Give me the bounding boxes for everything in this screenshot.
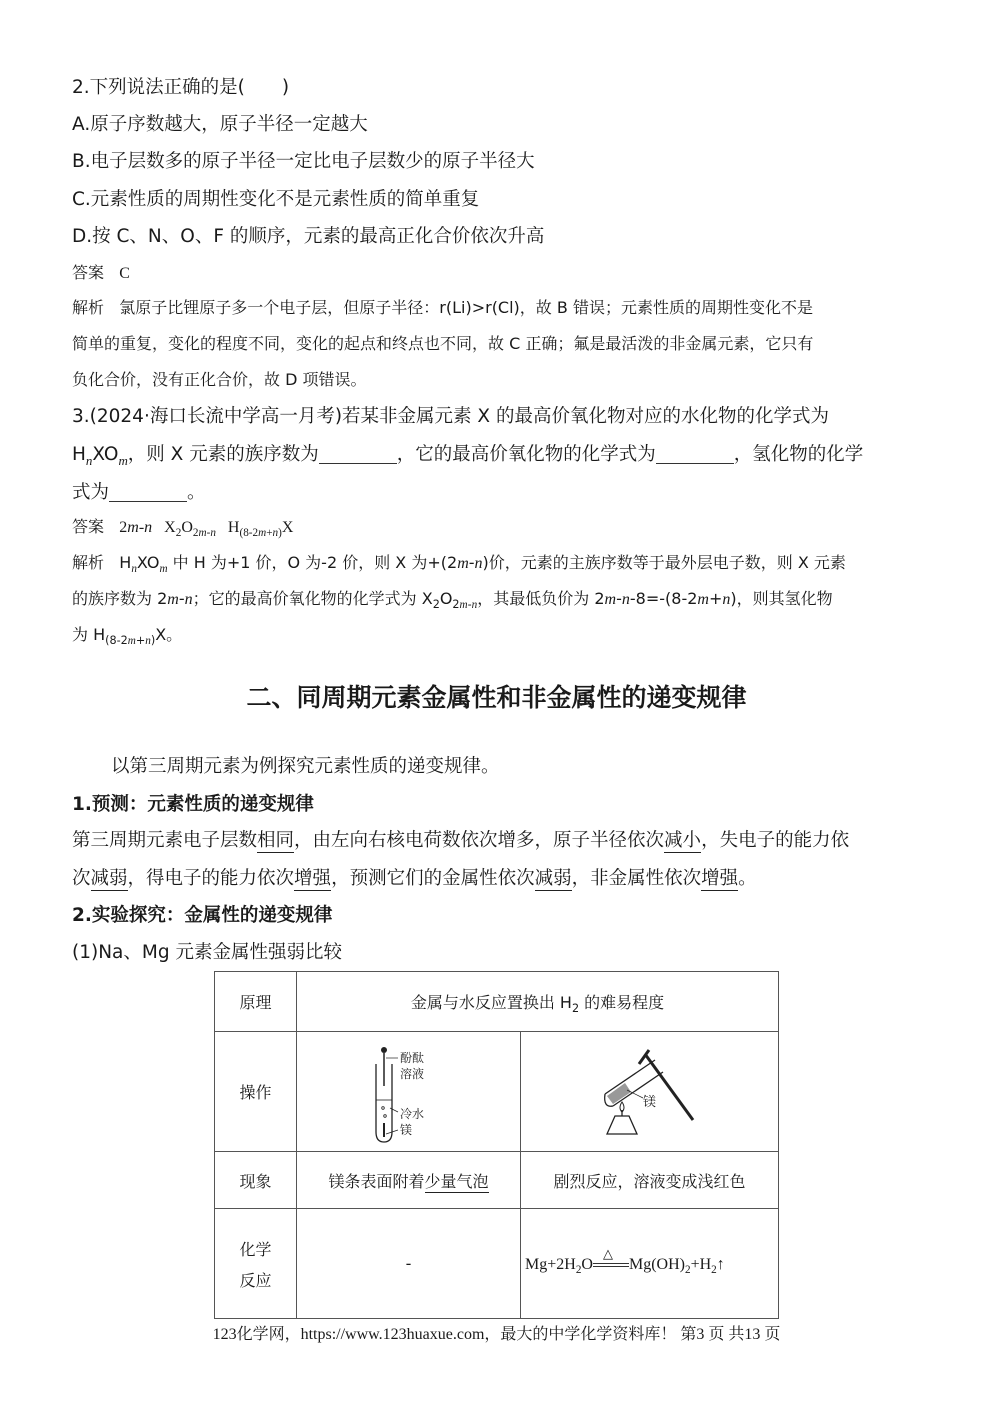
subsection-2-title: 2.实验探究：金属性的递变规律 — [72, 905, 333, 926]
q3-stem-line-1: 3.(2024·海口长流中学高一月考)若某非金属元素 X 的最高价氧化物对应的水化物的化学式为 — [72, 406, 829, 427]
label-phenolphthalein: 酚酞 — [399, 1050, 424, 1065]
q2-analysis-label: 解析 — [72, 298, 105, 317]
q2-option-c: C.元素性质的周期性变化不是元素性质的简单重复 — [72, 189, 480, 210]
label-cold-water: 冷水 — [399, 1106, 424, 1121]
row-label-operation: 操作 — [215, 1032, 297, 1152]
table-row — [215, 972, 779, 1032]
page-footer: 123化学网，https://www.123huaxue.com，最大的中学化学资料库！ 第3 页 共13 页 — [212, 1326, 781, 1343]
q2-option-b: B.电子层数多的原子半径一定比电子层数少的原子半径大 — [72, 151, 535, 172]
table-row — [215, 1152, 779, 1209]
q3-answer — [72, 514, 293, 537]
subsection-1-title: 1.预测：元素性质的递变规律 — [72, 794, 314, 815]
phenomenon-right: 剧烈反应，溶液变成浅红色 — [521, 1152, 779, 1209]
q3-analysis-label: 解析 — [72, 553, 105, 572]
row-label-phenomenon: 现象 — [215, 1152, 297, 1209]
q2-option-d: D.按 C、N、O、F 的顺序，元素的最高正化合价依次升高 — [72, 226, 545, 247]
q2-answer-value: C — [119, 265, 130, 282]
label-magnesium-right: 镁 — [642, 1094, 656, 1110]
operation-left-cell — [297, 1032, 521, 1152]
heated-test-tube-diagram — [585, 1036, 715, 1144]
section-title: 二、同周期元素金属性和非金属性的递变规律 — [246, 683, 747, 712]
reaction-left: - — [297, 1209, 521, 1319]
q2-answer — [72, 260, 130, 283]
q3-analysis-line-3: 为 $H_{(8-2m+n)}X$。 — [72, 625, 183, 647]
table-row — [215, 1209, 779, 1319]
row-label-reaction — [215, 1209, 297, 1319]
q2-analysis-line-1 — [72, 295, 813, 318]
section-intro: 以第三周期元素为例探究元素性质的递变规律。 — [111, 756, 500, 777]
q2-option-a: A.原子序数越大，原子半径一定越大 — [72, 114, 368, 135]
q3-analysis-line-1 — [72, 550, 846, 573]
row-label-reaction-line-2: 反应 — [239, 1270, 272, 1290]
table-row — [215, 1032, 779, 1152]
q2-answer-label: 答案 — [72, 263, 105, 282]
row-label-principle: 原理 — [215, 972, 297, 1032]
row-label-reaction-line-1: 化学 — [239, 1239, 272, 1259]
q3-stem-line-2: $H_nXO_m$，则 X 元素的族序数为 ，它的最高价氧化物的化学式为 ，氢化物的化学 — [72, 444, 864, 468]
q2-analysis-line-3: 负化合价，没有正化合价，故 D 项错误。 — [72, 370, 367, 389]
label-solution: 溶液 — [399, 1066, 424, 1081]
operation-right-cell — [521, 1032, 779, 1152]
phenomenon-left: 镁条表面附着少量气泡 — [297, 1152, 521, 1209]
q3-analysis-line-2: 的族序数为 2m-n；它的最高价氧化物的化学式为 $X_2O_{2m-n}$，其最低负价为 2m-n-8=-(8-2m+n)，则其氢化物 — [72, 589, 833, 611]
q3-answer-label: 答案 — [72, 517, 105, 536]
subsection-1-line-1: 第三周期元素电子层数相同，由左向右核电荷数依次增多，原子半径依次减小，失电子的能力依 — [72, 830, 850, 851]
q2-stem: 2.下列说法正确的是( ) — [72, 77, 290, 98]
principle-content: 金属与水反应置换出 $H_2$ 的难易程度 — [297, 972, 779, 1032]
q3-answer-value: 2m-n $X_2O_{2m-n}$ $H_{(8-2m+n)}X$ — [119, 519, 294, 539]
q2-analysis-line-2: 简单的重复，变化的程度不同，变化的起点和终点也不同，故 C 正确；氟是最活泼的非金属元素，它只有 — [72, 334, 814, 353]
label-magnesium-left: 镁 — [399, 1122, 412, 1137]
experiment-table — [214, 971, 779, 1319]
reaction-right: $Mg+2H_2O$ △ $Mg(OH)_2+H_2↑$ — [521, 1209, 779, 1319]
test-tube-dropper-diagram — [364, 1036, 454, 1144]
q3-stem-line-3: 式为 。 — [72, 482, 206, 503]
subsection-1-line-2: 次减弱，得电子的能力依次增强，预测它们的金属性依次减弱，非金属性依次增强。 — [72, 868, 757, 889]
q2-analysis-text-1: 氯原子比锂原子多一个电子层，但原子半径：r(Li)>r(Cl)，故 B 错误；元素性质的周期性变化不是 — [119, 298, 813, 317]
subsection-2-item-1: (1)Na、Mg 元素金属性强弱比较 — [72, 942, 342, 963]
q3-analysis-text-1: $H_nXO_m$ 中 H 为+1 价，O 为-2 价，则 X 为+(2m-n)价，元素的主族序数等于最外层电子数，则 X 元素 — [119, 553, 846, 575]
